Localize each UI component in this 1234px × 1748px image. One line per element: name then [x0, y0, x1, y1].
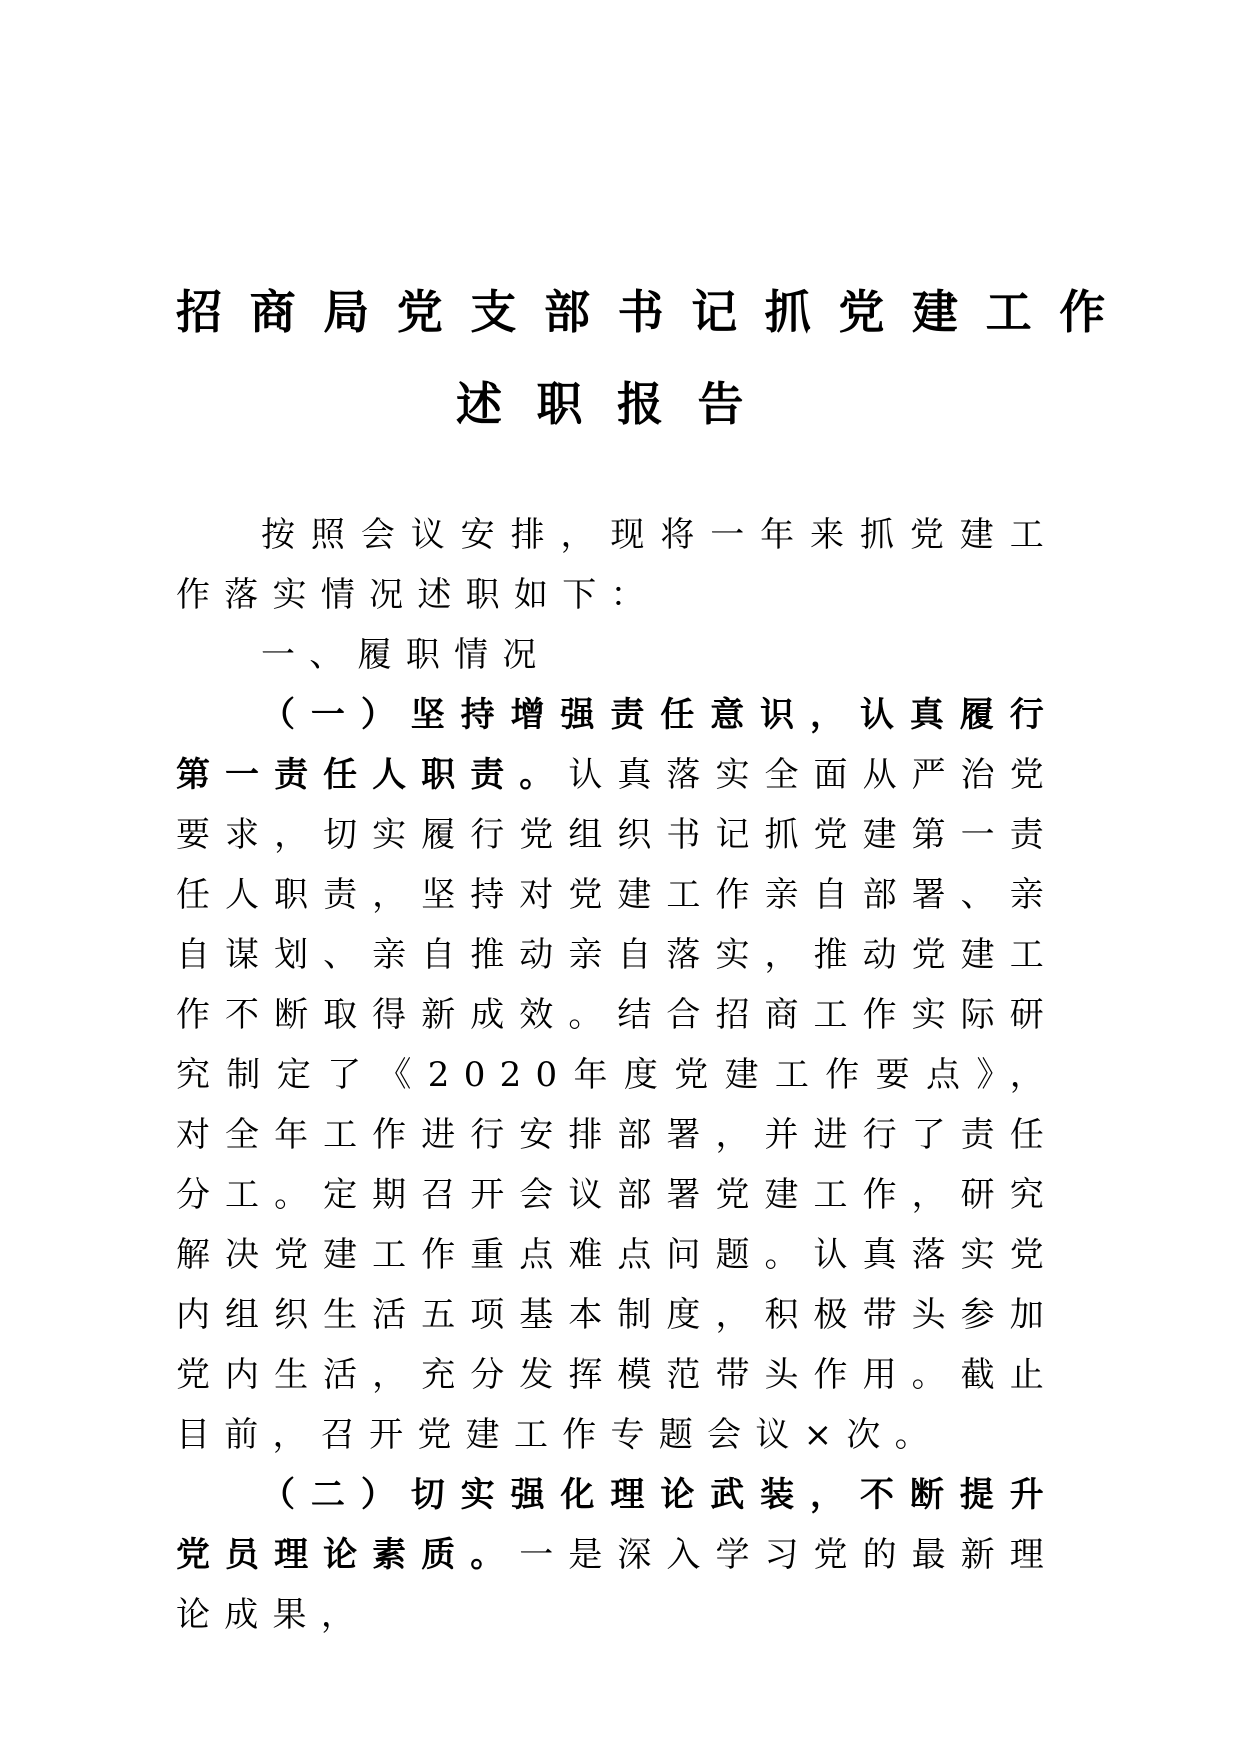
subsection-1-paragraph: [176, 685, 1058, 1465]
document-title-line-1: 招商局党支部书记抓党建工作: [176, 285, 1133, 339]
subsection-2-heading: （二）切实强化理论武装，不断提升党员理论素质。: [176, 1475, 1058, 1575]
subsection-2-text: 一是深入学习党的最新理论成果，: [176, 1535, 1058, 1635]
document-title-line-2: 述职报告: [456, 377, 778, 431]
document-body: [176, 505, 1058, 1645]
subsection-1-text: 认真落实全面从严治党要求，切实履行党组织书记抓党建第一责任人职责，坚持对党建工作亲自部署、亲自谋划、亲自推动亲自落实，推动党建工作不断取得新成效。结合招商工作实际研究制定了《2020年度党建工作要点》，对全年工作进行安排部署，并进行了责任分工。定期召开会议部署党建工作，研究解决党建工作重点难点问题。认真落实党内组织生活五项基本制度，积极带头参加党内生活，充分发挥模范带头作用。截止目前，召开党建工作专题会议×次。: [176, 755, 1058, 1455]
intro-paragraph: 按照会议安排，现将一年来抓党建工作落实情况述职如下：: [176, 515, 1058, 615]
section-heading-1: 一、履职情况: [261, 635, 551, 675]
subsection-1-heading: （一）坚持增强责任意识，认真履行第一责任人职责。: [176, 695, 1058, 795]
subsection-2-paragraph: [176, 1465, 1058, 1645]
